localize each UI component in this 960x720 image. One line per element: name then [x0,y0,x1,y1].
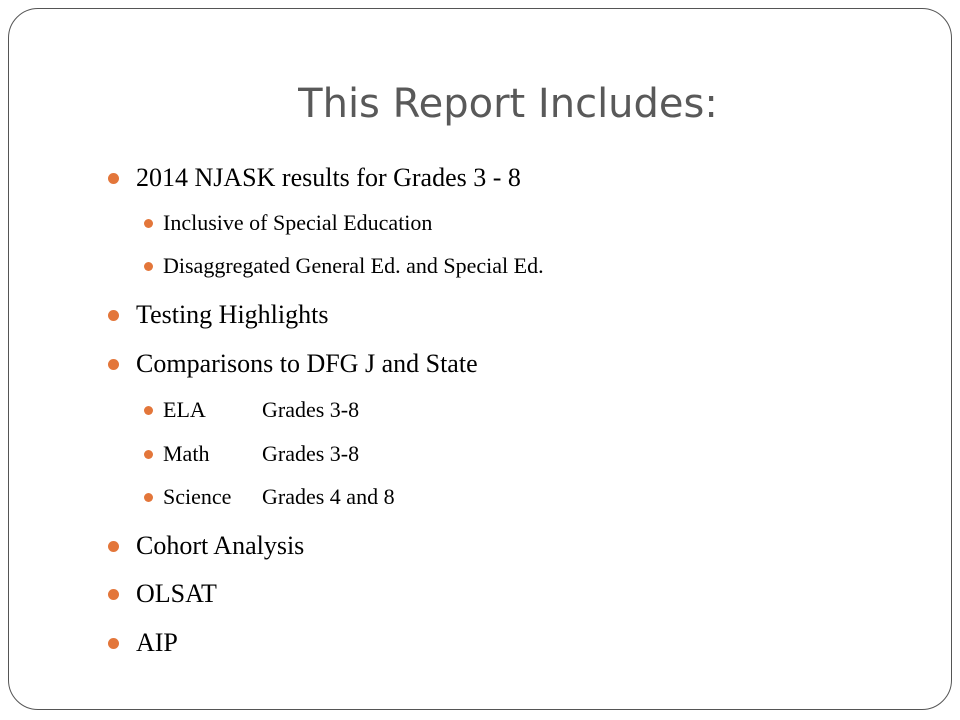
bullet-text: Inclusive of Special Education [163,210,433,235]
bullet-njask-results [136,163,521,193]
bullet-text: AIP [136,628,178,657]
sub-bullet-ela [163,397,359,423]
bullet-text: Comparisons to DFG J and State [136,349,478,378]
sub-bullet-science [163,484,395,510]
bullet-text: 2014 NJASK results for Grades 3 - 8 [136,163,521,192]
bullet-comparisons [136,349,478,379]
bullet-text: Disaggregated General Ed. and Special Ed. [163,253,544,278]
slide-title: This Report Includes: [298,81,718,127]
subject-label: ELA [163,397,206,422]
grades-label: Grades 3-8 [262,397,360,422]
bullet-dot-icon [144,493,153,502]
bullet-dot-icon [108,638,119,649]
bullet-text: Testing Highlights [136,300,329,329]
sub-bullet-inclusive [163,210,432,236]
bullet-dot-icon [108,310,119,321]
bullet-dot-icon [144,262,153,271]
bullet-cohort-analysis [136,531,304,561]
subject-label: Math [163,441,210,466]
bullet-dot-icon [108,589,119,600]
sub-bullet-math [163,441,359,467]
bullet-text: Cohort Analysis [136,531,305,560]
bullet-dot-icon [108,173,119,184]
grades-label: Grades 4 and 8 [262,484,395,509]
subject-label: Science [163,484,232,509]
sub-bullet-disaggregated [163,253,544,279]
bullet-dot-icon [144,219,153,228]
bullet-text: OLSAT [136,579,217,608]
bullet-olsat [136,579,217,609]
bullet-testing-highlights [136,300,328,330]
bullet-dot-icon [108,359,119,370]
bullet-dot-icon [144,450,153,459]
grades-label: Grades 3-8 [262,441,360,466]
bullet-aip [136,628,178,658]
bullet-dot-icon [144,406,153,415]
bullet-dot-icon [108,541,119,552]
